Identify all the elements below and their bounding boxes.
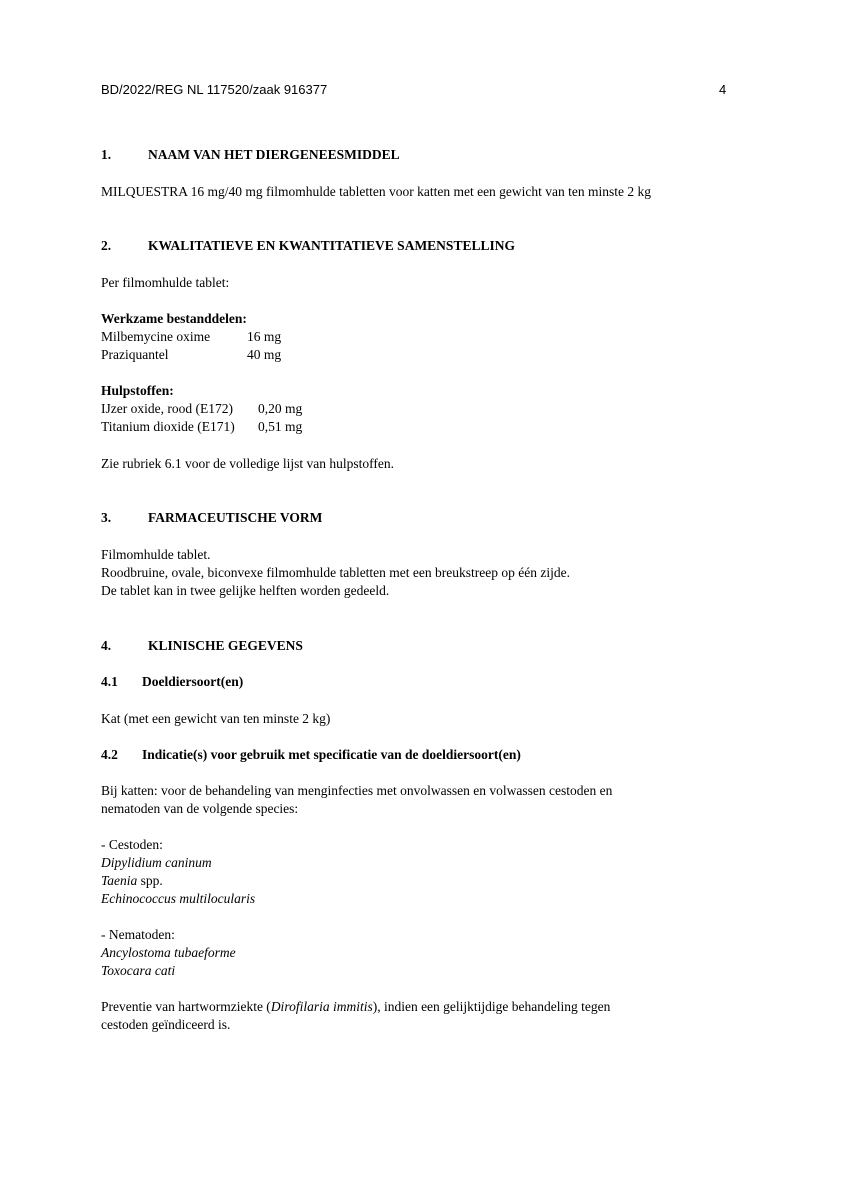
cestodes-heading: - Cestoden: — [101, 837, 163, 852]
section-title: NAAM VAN HET DIERGENEESMIDDEL — [148, 147, 400, 162]
species-item: Echinococcus multilocularis — [101, 891, 256, 906]
target-species: Kat (met een gewicht van ten minste 2 kg) — [101, 711, 331, 726]
prevention-line — [101, 998, 751, 1016]
subsection-number: 4.1 — [101, 674, 118, 689]
species-genus: Taenia — [101, 873, 138, 888]
form-line: Filmomhulde tablet. — [101, 547, 211, 562]
excipient-amount: 0,51 mg — [258, 419, 303, 434]
excipient-amount: 0,20 mg — [258, 401, 303, 416]
excipients-heading: Hulpstoffen: — [101, 383, 174, 398]
prevention-paragraph — [101, 998, 751, 1034]
cestodes-list — [101, 836, 751, 908]
prevention-species: Dirofilaria immitis — [270, 999, 373, 1014]
pharmaceutical-form — [101, 546, 751, 600]
document-reference: BD/2022/REG NL 117520/zaak 916377 — [101, 82, 328, 97]
section-number: 4. — [101, 638, 112, 653]
nematodes-list — [101, 926, 751, 980]
species-item — [101, 872, 751, 890]
prevention-text: Preventie van hartwormziekte ( — [101, 999, 271, 1014]
excipients-note: Zie rubriek 6.1 voor de volledige lijst van hulpstoffen. — [101, 456, 394, 471]
form-line: Roodbruine, ovale, biconvexe filmomhulde tabletten met een breukstreep op één zijde. — [101, 565, 570, 580]
excipient-row — [101, 400, 751, 418]
species-item: Dipylidium caninum — [101, 855, 212, 870]
active-substances — [101, 310, 751, 364]
section-title: KWALITATIEVE EN KWANTITATIEVE SAMENSTELLING — [148, 238, 515, 253]
section-number: 1. — [101, 147, 112, 162]
active-substances-heading: Werkzame bestanddelen: — [101, 311, 247, 326]
prevention-text: ), indien een gelijktijdige behandeling tegen — [372, 999, 611, 1014]
section-number: 3. — [101, 510, 112, 525]
subsection-4-1-heading — [101, 673, 751, 691]
section-2-heading — [101, 237, 751, 255]
indication-intro — [101, 782, 751, 818]
indication-line: nematoden van de volgende species: — [101, 801, 299, 816]
substance-name: Milbemycine oxime — [101, 329, 211, 344]
species-item: Ancylostoma tubaeforme — [101, 945, 236, 960]
section-title: FARMACEUTISCHE VORM — [148, 510, 323, 525]
excipients — [101, 382, 751, 436]
active-substance-row — [101, 328, 751, 346]
substance-amount: 40 mg — [247, 347, 282, 362]
subsection-title: Doeldiersoort(en) — [142, 674, 244, 689]
section-4-heading — [101, 637, 751, 655]
substance-amount: 16 mg — [247, 329, 282, 344]
substance-name: Praziquantel — [101, 347, 169, 362]
excipient-name: Titanium dioxide (E171) — [101, 419, 235, 434]
species-item: Toxocara cati — [101, 963, 176, 978]
subsection-4-2-heading — [101, 746, 751, 764]
section-title: KLINISCHE GEGEVENS — [148, 638, 303, 653]
composition-intro: Per filmomhulde tablet: — [101, 275, 230, 290]
subsection-number: 4.2 — [101, 747, 118, 762]
section-number: 2. — [101, 238, 112, 253]
excipient-row — [101, 418, 751, 436]
species-suffix: spp. — [137, 873, 163, 888]
prevention-line: cestoden geïndiceerd is. — [101, 1017, 231, 1032]
excipient-name: IJzer oxide, rood (E172) — [101, 401, 233, 416]
nematodes-heading: - Nematoden: — [101, 927, 175, 942]
product-name: MILQUESTRA 16 mg/40 mg filmomhulde tabletten voor katten met een gewicht van ten minste 2 kg — [101, 184, 652, 199]
section-1-heading — [101, 146, 751, 164]
subsection-title: Indicatie(s) voor gebruik met specificatie van de doeldiersoort(en) — [142, 747, 521, 762]
indication-line: Bij katten: voor de behandeling van menginfecties met onvolwassen en volwassen cestoden en — [101, 783, 613, 798]
section-3-heading — [101, 509, 751, 527]
form-line: De tablet kan in twee gelijke helften worden gedeeld. — [101, 583, 390, 598]
page-number: 4 — [719, 82, 727, 97]
active-substance-row — [101, 346, 751, 364]
